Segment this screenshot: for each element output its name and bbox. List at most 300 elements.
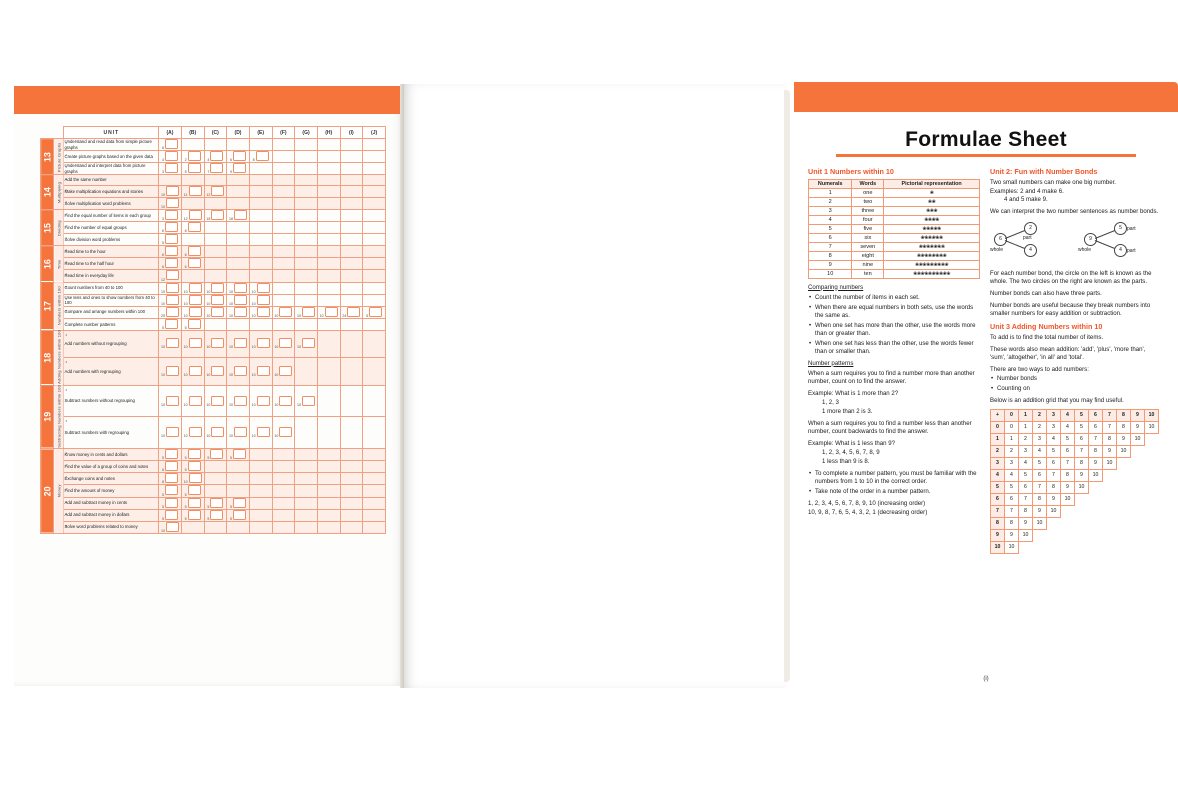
tick-box[interactable] [189,473,202,483]
checkbox-cell[interactable] [204,234,227,246]
checkbox-cell[interactable] [204,509,227,521]
tick-box[interactable] [165,246,178,256]
checkbox-cell[interactable] [227,234,250,246]
checkbox-cell[interactable] [227,258,250,270]
tick-box[interactable] [211,427,224,437]
checkbox-cell[interactable] [272,497,295,509]
checkbox-cell[interactable] [204,258,227,270]
checkbox-cell[interactable] [295,186,318,198]
tick-box[interactable] [210,510,223,520]
checkbox-cell[interactable] [340,222,363,234]
checkbox-cell[interactable] [340,330,363,357]
checkbox-cell[interactable] [227,461,250,473]
checkbox-cell[interactable] [272,151,295,163]
checkbox-cell[interactable] [317,306,340,318]
checkbox-cell[interactable] [204,385,227,417]
tick-box[interactable] [188,151,201,161]
checkbox-cell[interactable] [363,175,386,186]
checkbox-cell[interactable] [227,473,250,485]
checkbox-cell[interactable] [159,318,182,330]
tick-box[interactable] [166,366,179,376]
tick-box[interactable] [165,258,178,268]
checkbox-cell[interactable] [249,258,272,270]
tick-box[interactable] [165,510,178,520]
checkbox-cell[interactable] [249,318,272,330]
checkbox-cell[interactable] [295,234,318,246]
checkbox-cell[interactable] [363,461,386,473]
checkbox-cell[interactable] [363,282,386,294]
tick-box[interactable] [211,307,224,317]
checkbox-cell[interactable] [227,330,250,357]
tick-box[interactable] [189,307,202,317]
checkbox-cell[interactable] [181,151,204,163]
tick-box[interactable] [211,366,224,376]
checkbox-cell[interactable] [181,258,204,270]
tick-box[interactable] [256,151,269,161]
checkbox-cell[interactable] [227,294,250,306]
checkbox-cell[interactable] [340,258,363,270]
checkbox-cell[interactable] [295,210,318,222]
tick-box[interactable] [257,307,270,317]
checkbox-cell[interactable] [159,294,182,306]
checkbox-cell[interactable] [249,449,272,461]
checkbox-cell[interactable] [340,270,363,282]
checkbox-cell[interactable] [227,449,250,461]
checkbox-cell[interactable] [227,246,250,258]
tick-box[interactable] [210,163,223,173]
checkbox-cell[interactable] [340,473,363,485]
checkbox-cell[interactable] [272,358,295,385]
checkbox-cell[interactable] [181,294,204,306]
tick-box[interactable] [189,186,202,196]
tick-box[interactable] [302,307,315,317]
checkbox-cell[interactable] [363,358,386,385]
checkbox-cell[interactable] [317,246,340,258]
checkbox-cell[interactable] [272,294,295,306]
tick-box[interactable] [165,473,178,483]
checkbox-cell[interactable] [363,449,386,461]
tick-box[interactable] [211,396,224,406]
checkbox-cell[interactable] [317,461,340,473]
checkbox-cell[interactable] [317,234,340,246]
tick-box[interactable] [165,498,178,508]
checkbox-cell[interactable] [363,385,386,417]
checkbox-cell[interactable] [295,222,318,234]
checkbox-cell[interactable] [272,521,295,533]
checkbox-cell[interactable] [317,210,340,222]
checkbox-cell[interactable] [295,318,318,330]
tick-box[interactable] [234,366,247,376]
checkbox-cell[interactable] [317,163,340,175]
checkbox-cell[interactable] [204,270,227,282]
tick-box[interactable] [188,246,201,256]
checkbox-cell[interactable] [181,270,204,282]
tick-box[interactable] [188,258,201,268]
checkbox-cell[interactable] [181,139,204,151]
checkbox-cell[interactable] [295,385,318,417]
checkbox-cell[interactable] [181,234,204,246]
checkbox-cell[interactable] [272,461,295,473]
tick-box[interactable] [279,427,292,437]
tick-box[interactable] [189,295,202,305]
checkbox-cell[interactable] [340,294,363,306]
tick-box[interactable] [279,307,292,317]
checkbox-cell[interactable] [272,318,295,330]
checkbox-cell[interactable] [317,198,340,210]
checkbox-cell[interactable] [317,258,340,270]
checkbox-cell[interactable] [159,330,182,357]
checkbox-cell[interactable] [317,270,340,282]
checkbox-cell[interactable] [317,521,340,533]
checkbox-cell[interactable] [159,282,182,294]
tick-box[interactable] [211,338,224,348]
tick-box[interactable] [189,210,202,220]
tick-box[interactable] [166,186,179,196]
checkbox-cell[interactable] [227,139,250,151]
checkbox-cell[interactable] [363,151,386,163]
tick-box[interactable] [302,338,315,348]
checkbox-cell[interactable] [249,246,272,258]
checkbox-cell[interactable] [317,449,340,461]
checkbox-cell[interactable] [159,306,182,318]
checkbox-cell[interactable] [363,318,386,330]
checkbox-cell[interactable] [249,358,272,385]
checkbox-cell[interactable] [340,163,363,175]
tick-box[interactable] [165,139,178,149]
checkbox-cell[interactable] [159,222,182,234]
checkbox-cell[interactable] [159,175,182,186]
checkbox-cell[interactable] [159,473,182,485]
checkbox-cell[interactable] [227,509,250,521]
tick-box[interactable] [279,338,292,348]
checkbox-cell[interactable] [227,151,250,163]
checkbox-cell[interactable] [272,163,295,175]
tick-box[interactable] [165,449,178,459]
checkbox-cell[interactable] [159,258,182,270]
checkbox-cell[interactable] [249,186,272,198]
tick-box[interactable] [189,427,202,437]
checkbox-cell[interactable] [363,186,386,198]
checkbox-cell[interactable] [227,358,250,385]
checkbox-cell[interactable] [249,330,272,357]
tick-box[interactable] [166,198,179,208]
checkbox-cell[interactable] [249,222,272,234]
checkbox-cell[interactable] [272,449,295,461]
checkbox-cell[interactable] [227,270,250,282]
checkbox-cell[interactable] [227,222,250,234]
tick-box[interactable] [165,151,178,161]
tick-box[interactable] [234,283,247,293]
checkbox-cell[interactable] [340,318,363,330]
checkbox-cell[interactable] [159,521,182,533]
checkbox-cell[interactable] [249,270,272,282]
checkbox-cell[interactable] [159,210,182,222]
checkbox-cell[interactable] [340,358,363,385]
checkbox-cell[interactable] [363,270,386,282]
checkbox-cell[interactable] [181,521,204,533]
checkbox-cell[interactable] [363,473,386,485]
checkbox-cell[interactable] [272,485,295,497]
checkbox-cell[interactable] [340,175,363,186]
checkbox-cell[interactable] [340,497,363,509]
checkbox-cell[interactable] [363,509,386,521]
checkbox-cell[interactable] [204,198,227,210]
checkbox-cell[interactable] [317,175,340,186]
checkbox-cell[interactable] [295,139,318,151]
checkbox-cell[interactable] [159,509,182,521]
checkbox-cell[interactable] [363,306,386,318]
checkbox-cell[interactable] [159,358,182,385]
checkbox-cell[interactable] [204,485,227,497]
checkbox-cell[interactable] [249,521,272,533]
checkbox-cell[interactable] [227,417,250,449]
checkbox-cell[interactable] [295,246,318,258]
tick-box[interactable] [189,366,202,376]
checkbox-cell[interactable] [181,163,204,175]
checkbox-cell[interactable] [204,473,227,485]
tick-box[interactable] [233,151,246,161]
checkbox-cell[interactable] [227,175,250,186]
checkbox-cell[interactable] [295,497,318,509]
checkbox-cell[interactable] [181,318,204,330]
checkbox-cell[interactable] [249,473,272,485]
checkbox-cell[interactable] [249,497,272,509]
checkbox-cell[interactable] [363,246,386,258]
checkbox-cell[interactable] [340,485,363,497]
checkbox-cell[interactable] [227,282,250,294]
tick-box[interactable] [188,449,201,459]
checkbox-cell[interactable] [159,246,182,258]
checkbox-cell[interactable] [317,282,340,294]
checkbox-cell[interactable] [181,509,204,521]
checkbox-cell[interactable] [204,449,227,461]
checkbox-cell[interactable] [249,234,272,246]
checkbox-cell[interactable] [295,358,318,385]
checkbox-cell[interactable] [295,485,318,497]
tick-box[interactable] [188,222,201,232]
checkbox-cell[interactable] [159,497,182,509]
checkbox-cell[interactable] [363,497,386,509]
checkbox-cell[interactable] [227,163,250,175]
tick-box[interactable] [234,295,247,305]
checkbox-cell[interactable] [272,175,295,186]
checkbox-cell[interactable] [159,385,182,417]
checkbox-cell[interactable] [272,246,295,258]
tick-box[interactable] [210,498,223,508]
tick-box[interactable] [165,163,178,173]
checkbox-cell[interactable] [340,151,363,163]
checkbox-cell[interactable] [227,485,250,497]
checkbox-cell[interactable] [340,385,363,417]
checkbox-cell[interactable] [272,198,295,210]
checkbox-cell[interactable] [181,330,204,357]
checkbox-cell[interactable] [204,139,227,151]
tick-box[interactable] [257,396,270,406]
checkbox-cell[interactable] [317,497,340,509]
checkbox-cell[interactable] [317,485,340,497]
checkbox-cell[interactable] [317,417,340,449]
checkbox-cell[interactable] [204,210,227,222]
checkbox-cell[interactable] [249,282,272,294]
tick-box[interactable] [210,449,223,459]
checkbox-cell[interactable] [272,509,295,521]
checkbox-cell[interactable] [159,449,182,461]
tick-box[interactable] [211,295,224,305]
checkbox-cell[interactable] [272,417,295,449]
checkbox-cell[interactable] [363,210,386,222]
tick-box[interactable] [233,163,246,173]
tick-box[interactable] [347,307,360,317]
tick-box[interactable] [188,461,201,471]
checkbox-cell[interactable] [249,306,272,318]
tick-box[interactable] [188,319,201,329]
checkbox-cell[interactable] [363,258,386,270]
checkbox-cell[interactable] [204,417,227,449]
checkbox-cell[interactable] [159,186,182,198]
tick-box[interactable] [189,396,202,406]
checkbox-cell[interactable] [249,139,272,151]
checkbox-cell[interactable] [295,449,318,461]
checkbox-cell[interactable] [317,358,340,385]
checkbox-cell[interactable] [295,294,318,306]
checkbox-cell[interactable] [295,473,318,485]
tick-box[interactable] [166,396,179,406]
checkbox-cell[interactable] [340,210,363,222]
checkbox-cell[interactable] [181,246,204,258]
checkbox-cell[interactable] [317,318,340,330]
checkbox-cell[interactable] [317,330,340,357]
checkbox-cell[interactable] [204,282,227,294]
checkbox-cell[interactable] [340,449,363,461]
tick-box[interactable] [257,338,270,348]
tick-box[interactable] [165,234,178,244]
checkbox-cell[interactable] [159,417,182,449]
checkbox-cell[interactable] [227,186,250,198]
checkbox-cell[interactable] [295,417,318,449]
checkbox-cell[interactable] [340,282,363,294]
tick-box[interactable] [166,338,179,348]
tick-box[interactable] [188,485,201,495]
checkbox-cell[interactable] [272,210,295,222]
checkbox-cell[interactable] [317,151,340,163]
checkbox-cell[interactable] [249,151,272,163]
checkbox-cell[interactable] [204,330,227,357]
checkbox-cell[interactable] [181,461,204,473]
checkbox-cell[interactable] [227,521,250,533]
checkbox-cell[interactable] [159,151,182,163]
tick-box[interactable] [166,307,179,317]
tick-box[interactable] [369,307,382,317]
tick-box[interactable] [166,283,179,293]
checkbox-cell[interactable] [295,521,318,533]
checkbox-cell[interactable] [363,294,386,306]
checkbox-cell[interactable] [204,222,227,234]
tick-box[interactable] [233,449,246,459]
checkbox-cell[interactable] [317,473,340,485]
checkbox-cell[interactable] [295,198,318,210]
tick-box[interactable] [257,427,270,437]
tick-box[interactable] [233,498,246,508]
tick-box[interactable] [165,485,178,495]
checkbox-cell[interactable] [272,258,295,270]
checkbox-cell[interactable] [204,151,227,163]
tick-box[interactable] [325,307,338,317]
checkbox-cell[interactable] [204,358,227,385]
checkbox-cell[interactable] [227,306,250,318]
checkbox-cell[interactable] [204,186,227,198]
checkbox-cell[interactable] [272,473,295,485]
checkbox-cell[interactable] [249,461,272,473]
checkbox-cell[interactable] [295,270,318,282]
checkbox-cell[interactable] [295,282,318,294]
checkbox-cell[interactable] [204,246,227,258]
checkbox-cell[interactable] [181,449,204,461]
checkbox-cell[interactable] [181,385,204,417]
tick-box[interactable] [189,338,202,348]
tick-box[interactable] [211,210,224,220]
checkbox-cell[interactable] [181,198,204,210]
checkbox-cell[interactable] [204,306,227,318]
checkbox-cell[interactable] [159,485,182,497]
checkbox-cell[interactable] [159,163,182,175]
checkbox-cell[interactable] [340,461,363,473]
checkbox-cell[interactable] [159,270,182,282]
tick-box[interactable] [165,461,178,471]
checkbox-cell[interactable] [363,417,386,449]
checkbox-cell[interactable] [317,385,340,417]
checkbox-cell[interactable] [227,497,250,509]
checkbox-cell[interactable] [204,497,227,509]
tick-box[interactable] [166,427,179,437]
checkbox-cell[interactable] [181,186,204,198]
tick-box[interactable] [257,295,270,305]
checkbox-cell[interactable] [340,186,363,198]
tick-box[interactable] [166,295,179,305]
tick-box[interactable] [211,283,224,293]
checkbox-cell[interactable] [159,234,182,246]
tick-box[interactable] [165,222,178,232]
checkbox-cell[interactable] [317,222,340,234]
checkbox-cell[interactable] [295,258,318,270]
checkbox-cell[interactable] [340,521,363,533]
checkbox-cell[interactable] [363,330,386,357]
checkbox-cell[interactable] [181,473,204,485]
checkbox-cell[interactable] [363,139,386,151]
tick-box[interactable] [234,210,247,220]
checkbox-cell[interactable] [181,497,204,509]
tick-box[interactable] [188,510,201,520]
checkbox-cell[interactable] [272,282,295,294]
tick-box[interactable] [189,283,202,293]
checkbox-cell[interactable] [317,509,340,521]
checkbox-cell[interactable] [181,306,204,318]
checkbox-cell[interactable] [249,163,272,175]
tick-box[interactable] [234,307,247,317]
checkbox-cell[interactable] [272,306,295,318]
tick-box[interactable] [234,338,247,348]
checkbox-cell[interactable] [363,222,386,234]
checkbox-cell[interactable] [227,318,250,330]
tick-box[interactable] [302,396,315,406]
checkbox-cell[interactable] [249,385,272,417]
checkbox-cell[interactable] [181,282,204,294]
checkbox-cell[interactable] [363,198,386,210]
tick-box[interactable] [188,163,201,173]
checkbox-cell[interactable] [340,198,363,210]
checkbox-cell[interactable] [295,175,318,186]
checkbox-cell[interactable] [204,294,227,306]
checkbox-cell[interactable] [159,198,182,210]
